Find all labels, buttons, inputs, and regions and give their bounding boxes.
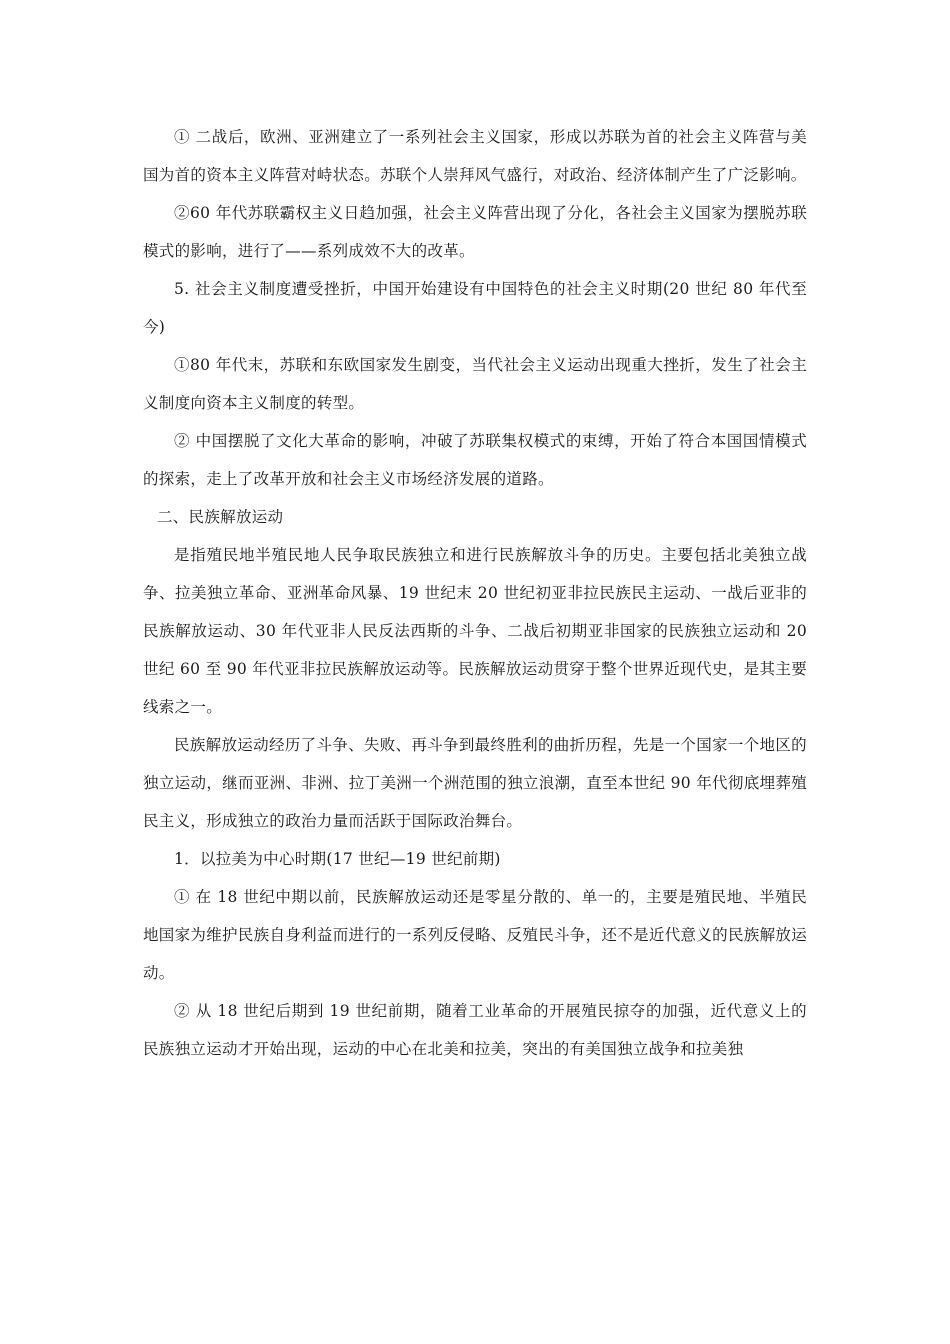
- section-heading: 二、民族解放运动: [156, 508, 284, 526]
- paragraph-4: ①80 年代末，苏联和东欧国家发生剧变，当代社会主义运动出现重大挫折，发生了社会主义制度向资本主义制度的转型。: [143, 356, 807, 412]
- paragraph-1: ① 二战后，欧洲、亚洲建立了一系列社会主义国家，形成以苏联为首的社会主义阵营与美国为首的资本主义阵营对峙状态。苏联个人崇拜风气盛行，对政治、经济体制产生了广泛影响。: [143, 128, 807, 184]
- paragraph-2: ②60 年代苏联霸权主义日趋加强，社会主义阵营出现了分化，各社会主义国家为摆脱苏联模式的影响，进行了——系列成效不大的改革。: [143, 204, 807, 260]
- paragraph-7: 是指殖民地半殖民地人民争取民族独立和进行民族解放斗争的历史。主要包括北美独立战争、拉美独立革命、亚洲革命风暴、19 世纪末 20 世纪初亚非拉民族民主运动、一战后亚非的民族解放运动、30 年代亚非人民反法西斯的斗争、二战后初期亚非国家的民族独立运动和 20 世纪 60 至 90 年代亚非拉民族解放运动等。民族解放运动贯穿于整个世界近现代史，是其主要线索之一。: [143, 546, 807, 716]
- paragraph-5: ② 中国摆脱了文化大革命的影响，冲破了苏联集权模式的束缚，开始了符合本国国情模式的探索，走上了改革开放和社会主义市场经济发展的道路。: [143, 432, 807, 488]
- paragraph-9: 1．以拉美为中心时期(17 世纪—19 世纪前期): [174, 850, 501, 868]
- paragraph-8: 民族解放运动经历了斗争、失败、再斗争到最终胜利的曲折历程，先是一个国家一个地区的独立运动，继而亚洲、非洲、拉丁美洲一个洲范围的独立浪潮，直至本世纪 90 年代彻底埋葬殖民主义，形成独立的政治力量而活跃于国际政治舞台。: [143, 736, 807, 830]
- document-body: [143, 118, 807, 1068]
- paragraph-10: ① 在 18 世纪中期以前，民族解放运动还是零星分散的、单一的，主要是殖民地、半殖民地国家为维护民族自身利益而进行的一系列反侵略、反殖民斗争，还不是近代意义的民族解放运动。: [143, 888, 807, 982]
- paragraph-3: 5. 社会主义制度遭受挫折，中国开始建设有中国特色的社会主义时期(20 世纪 80 年代至今): [143, 280, 807, 336]
- paragraph-11: ② 从 18 世纪后期到 19 世纪前期，随着工业革命的开展殖民掠夺的加强，近代意义上的民族独立运动才开始出现，运动的中心在北美和拉美，突出的有美国独立战争和拉美独: [143, 1002, 807, 1058]
